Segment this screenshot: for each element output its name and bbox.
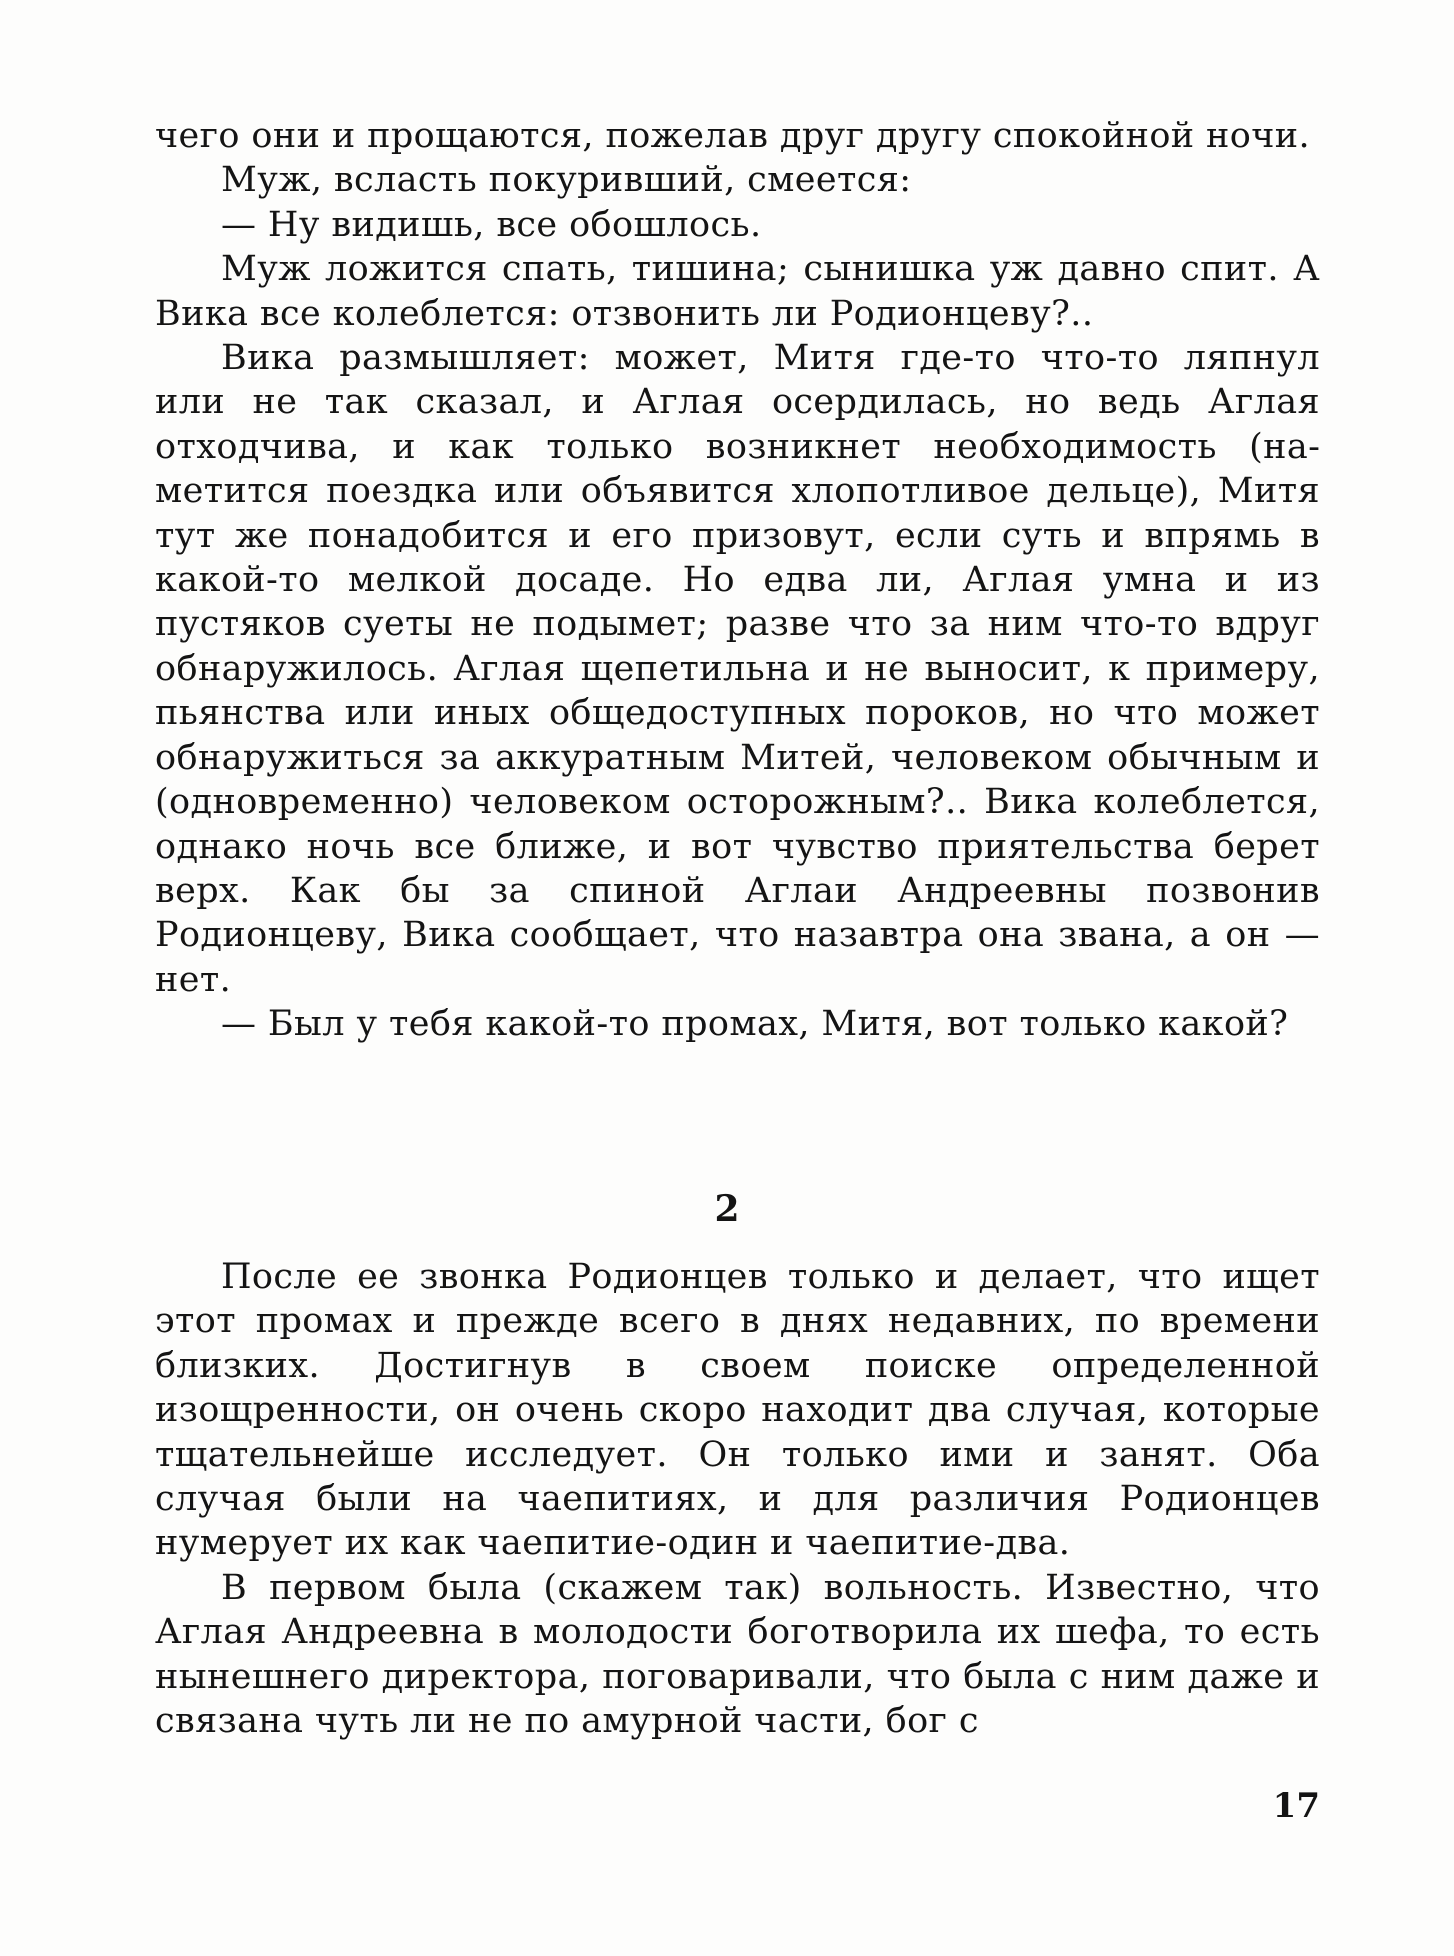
page-number: 17 xyxy=(1272,1786,1320,1826)
section-number: 2 xyxy=(714,1188,740,1230)
paragraph: Вика размышляет: может, Митя где-то что-то ляпнул или не так сказал, и Аглая осердилась, но ведь Аглая отходчива, и как только возникнет необходимость (наметится поездка или объявится хлопотливое дельце), Митя тут же понадобится и его призовут, если суть и впрямь в какой-то мелкой досаде. Но едва ли, Аглая умна и из пустяков суеты не подымет; разве что за ним что-то вдруг обнаружилось. Аглая щепетильна и не выносит, к примеру, пьянства или иных общедоступных пороков, но что может обнаружиться за аккуратным Митей, человеком обычным и (одновременно) человеком осторожным?.. Вика колеблется, однако ночь все ближе, и вот чувство приятельства берет верх. Как бы за спиной Аглаи Андреевны позвонив Родионцеву, Вика сообщает, что назавтра она звана, а он — нет. xyxy=(155,338,1320,1000)
paragraph: чего они и прощаются, пожелав друг другу спокойной ночи. xyxy=(155,116,1311,156)
text-block-top xyxy=(155,114,1320,1047)
paragraph: Муж ложится спать, тишина; сынишка уж давно спит. А Вика все колеблется: отзвонить ли Родионцеву?.. xyxy=(155,249,1320,334)
paragraph: — Был у тебя какой-то промах, Митя, вот только какой? xyxy=(221,1004,1289,1045)
paragraph: После ее звонка Родионцев только и делает, что ищет этот промах и прежде всего в днях недавних, по времени близких. Достигнув в своем поиске определенной изощренности, он очень скоро находит два случая, которые тщательнейше исследует. Он только ими и занят. Оба случая были на чаепитиях, и для различия Родионцев нумерует их как чаепитие-один и чаепитие-два. xyxy=(155,1257,1320,1564)
paragraph: — Ну видишь, все обошлось. xyxy=(221,204,762,245)
paragraph: Муж, всласть покуривший, смеется: xyxy=(221,160,912,201)
paragraph: В первом была (скажем так) вольность. Известно, что Аглая Андреевна в молодости боготворила их шефа, то есть нынешнего директора, поговаривали, что была с ним даже и связана чуть ли не по амурной части, бог с xyxy=(155,1567,1320,1742)
text-block-bottom xyxy=(155,1255,1320,1743)
